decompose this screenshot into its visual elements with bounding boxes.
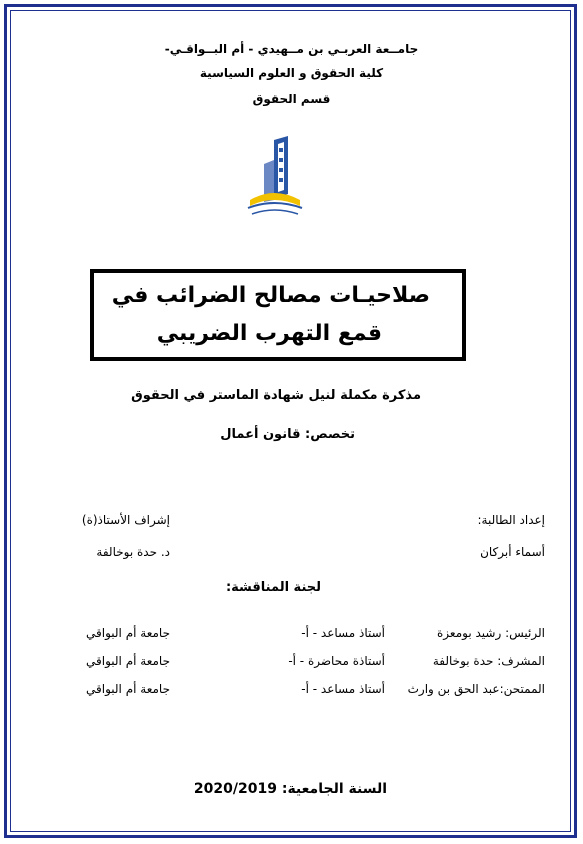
supervisor-name: د. حدة بوخالفة xyxy=(96,545,170,559)
committee-member-role: الرئيس: رشيد بومعزة xyxy=(437,626,545,640)
student-label: إعداد الطالبة: xyxy=(477,513,545,527)
academic-year: السنة الجامعية: 2020/2019 xyxy=(193,781,387,797)
supervisor-label: إشراف الأستاذ(ة) xyxy=(81,513,170,527)
title-box xyxy=(90,269,466,361)
committee-member-role: المشرف: حدة بوخالفة xyxy=(432,654,545,668)
committee-member-rank: أستاذة محاضرة - أ- xyxy=(288,654,385,668)
thesis-note: مذكرة مكملة لنيل شهادة الماستر في الحقوق xyxy=(131,388,421,403)
committee-member-university: جامعة أم البواقي xyxy=(86,654,170,668)
committee-title: لجنة المناقشة: xyxy=(225,580,321,595)
committee-member-role: الممتحن:عبد الحق بن وارث xyxy=(407,682,545,696)
committee-member-rank: أستاذ مساعد - أ- xyxy=(301,682,385,696)
faculty-name: كلية الحقوق و العلوم السياسية xyxy=(199,66,384,80)
committee-member-university: جامعة أم البواقي xyxy=(86,682,170,696)
department-name: قسم الحقوق xyxy=(252,92,331,106)
university-name: جامــعة العربـي بن مــهيدي - أم البــواقـي- xyxy=(164,42,419,56)
specialization: تخصص: قانون أعمال xyxy=(220,427,355,442)
committee-member-rank: أستاذ مساعد - أ- xyxy=(301,626,385,640)
student-name: أسماء أبركان xyxy=(480,545,545,559)
university-logo xyxy=(244,134,306,222)
committee-member-university: جامعة أم البواقي xyxy=(86,626,170,640)
thesis-title-line-1: صلاحيـات مصالح الضرائب في xyxy=(111,283,430,308)
thesis-title-line-2: قمع التهرب الضريبي xyxy=(156,321,382,346)
